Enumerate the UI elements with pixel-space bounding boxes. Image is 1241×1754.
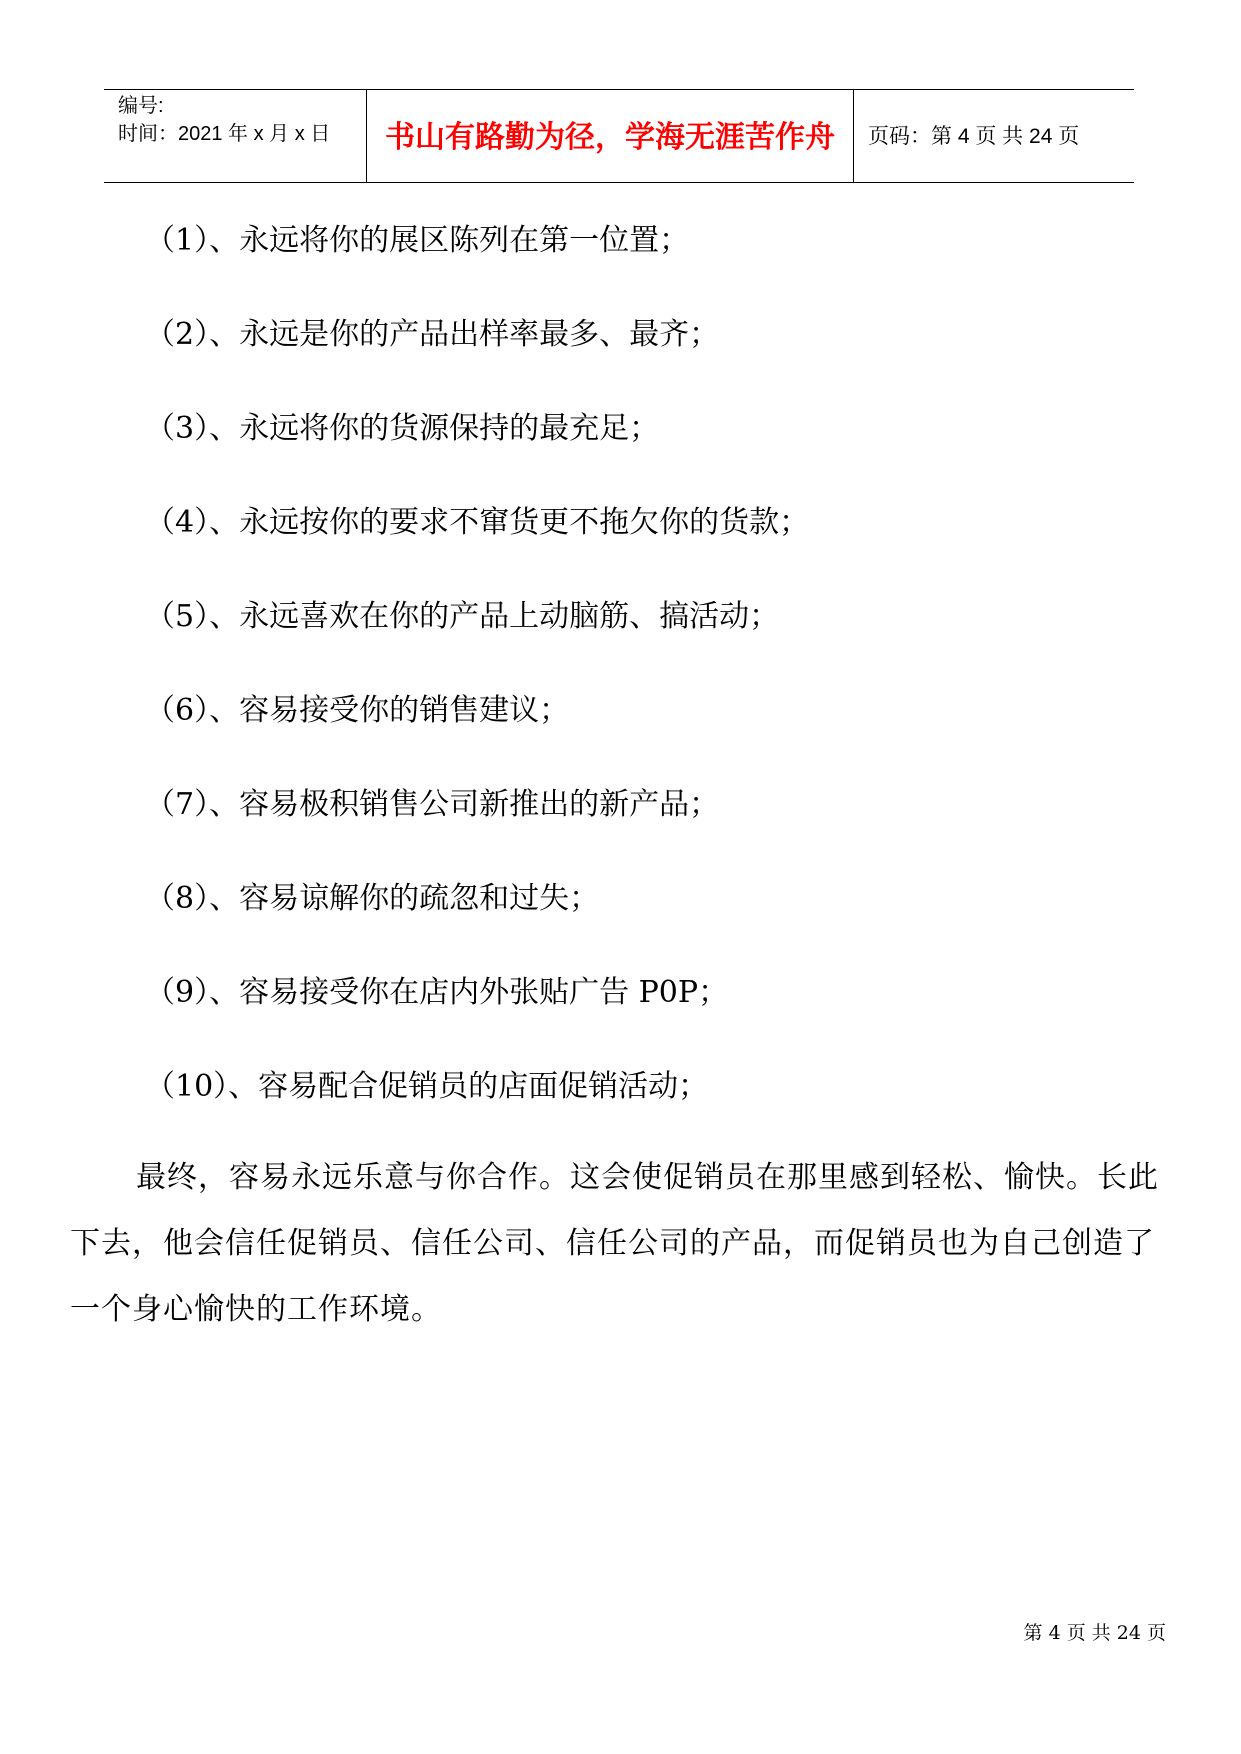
list-item: （2）、永远是你的产品出样率最多、最齐； (145, 317, 720, 352)
list-item: （8）、容易谅解你的疏忽和过失； (145, 881, 600, 916)
list-item: （4）、永远按你的要求不窜货更不拖欠你的货款； (145, 505, 810, 540)
conclusion-paragraph: 最终，容易永远乐意与你合作。这会使促销员在那里感到轻松、愉快。长此下去，他会信任促销员、信任公司、信任公司的产品，而促销员也为自己创造了一个身心愉快的工作环境。 (70, 1160, 1159, 1327)
motto-text: 书山有路勤为径，学海无涯苦作舟 (385, 120, 835, 155)
header-page-cell (854, 90, 1134, 182)
header-motto-cell (367, 90, 854, 182)
serial-number-label: 编号: (118, 95, 164, 117)
list-item: （6）、容易接受你的销售建议； (145, 693, 570, 728)
time-label: 时间：2021 年 x 月 x 日 (118, 123, 331, 145)
header-info-cell (104, 90, 367, 182)
list-item: （9）、容易接受你在店内外张贴广告 P0P； (145, 975, 729, 1010)
list-item: （3）、永远将你的货源保持的最充足； (145, 411, 660, 446)
list-item: （7）、容易极积销售公司新推出的新产品； (145, 787, 720, 822)
page-header (104, 89, 1134, 183)
list-item: （10）、容易配合促销员的店面促销活动； (145, 1069, 709, 1104)
list-item: （5）、永远喜欢在你的产品上动脑筋、搞活动； (145, 599, 780, 634)
page-footer: 第 4 页 共 24 页 (1023, 1622, 1166, 1644)
list-item: （1）、永远将你的展区陈列在第一位置； (145, 223, 690, 258)
page-code-label: 页码：第 4 页 共 24 页 (868, 125, 1080, 148)
